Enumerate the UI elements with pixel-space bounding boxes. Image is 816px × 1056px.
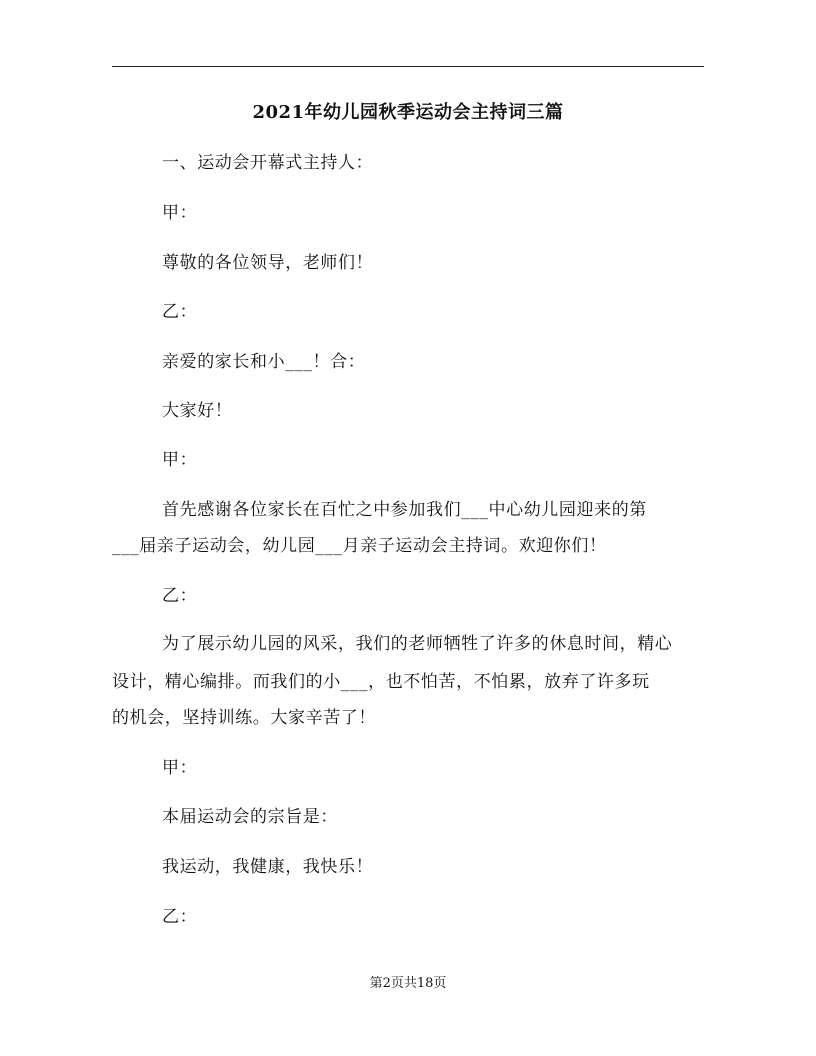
paragraph-line: ___届亲子运动会，幼儿园___月亲子运动会主持词。欢迎你们！ [112,536,607,556]
text-line: 本届运动会的宗旨是： [162,807,338,827]
page-number-footer: 第2页共18页 [369,976,447,991]
text-line: 尊敬的各位领导，老师们！ [162,253,374,273]
speaker-label: 乙： [162,907,198,927]
section-heading: 一、运动会开幕式主持人： [162,153,374,173]
speaker-label: 乙： [162,302,198,322]
header-divider [112,66,704,67]
paragraph-line: 首先感谢各位家长在百忙之中参加我们___中心幼儿园迎来的第 [162,500,647,520]
text-line: 大家好！ [162,401,233,421]
text-line: 我运动，我健康，我快乐！ [162,857,374,877]
speaker-label: 乙： [162,586,198,606]
speaker-label: 甲： [162,758,198,778]
paragraph-line: 设计，精心编排。而我们的小___，也不怕苦，不怕累，放弃了许多玩 [112,672,650,692]
speaker-label: 甲： [162,203,198,223]
paragraph-line: 为了展示幼儿园的风采，我们的老师牺牲了许多的休息时间，精心 [162,634,673,654]
page-title: 2021年幼儿园秋季运动会主持词三篇 [252,102,564,123]
paragraph-line: 的机会，坚持训练。大家辛苦了！ [112,708,376,728]
text-line: 亲爱的家长和小___！合： [162,352,366,372]
speaker-label: 甲： [162,450,198,470]
